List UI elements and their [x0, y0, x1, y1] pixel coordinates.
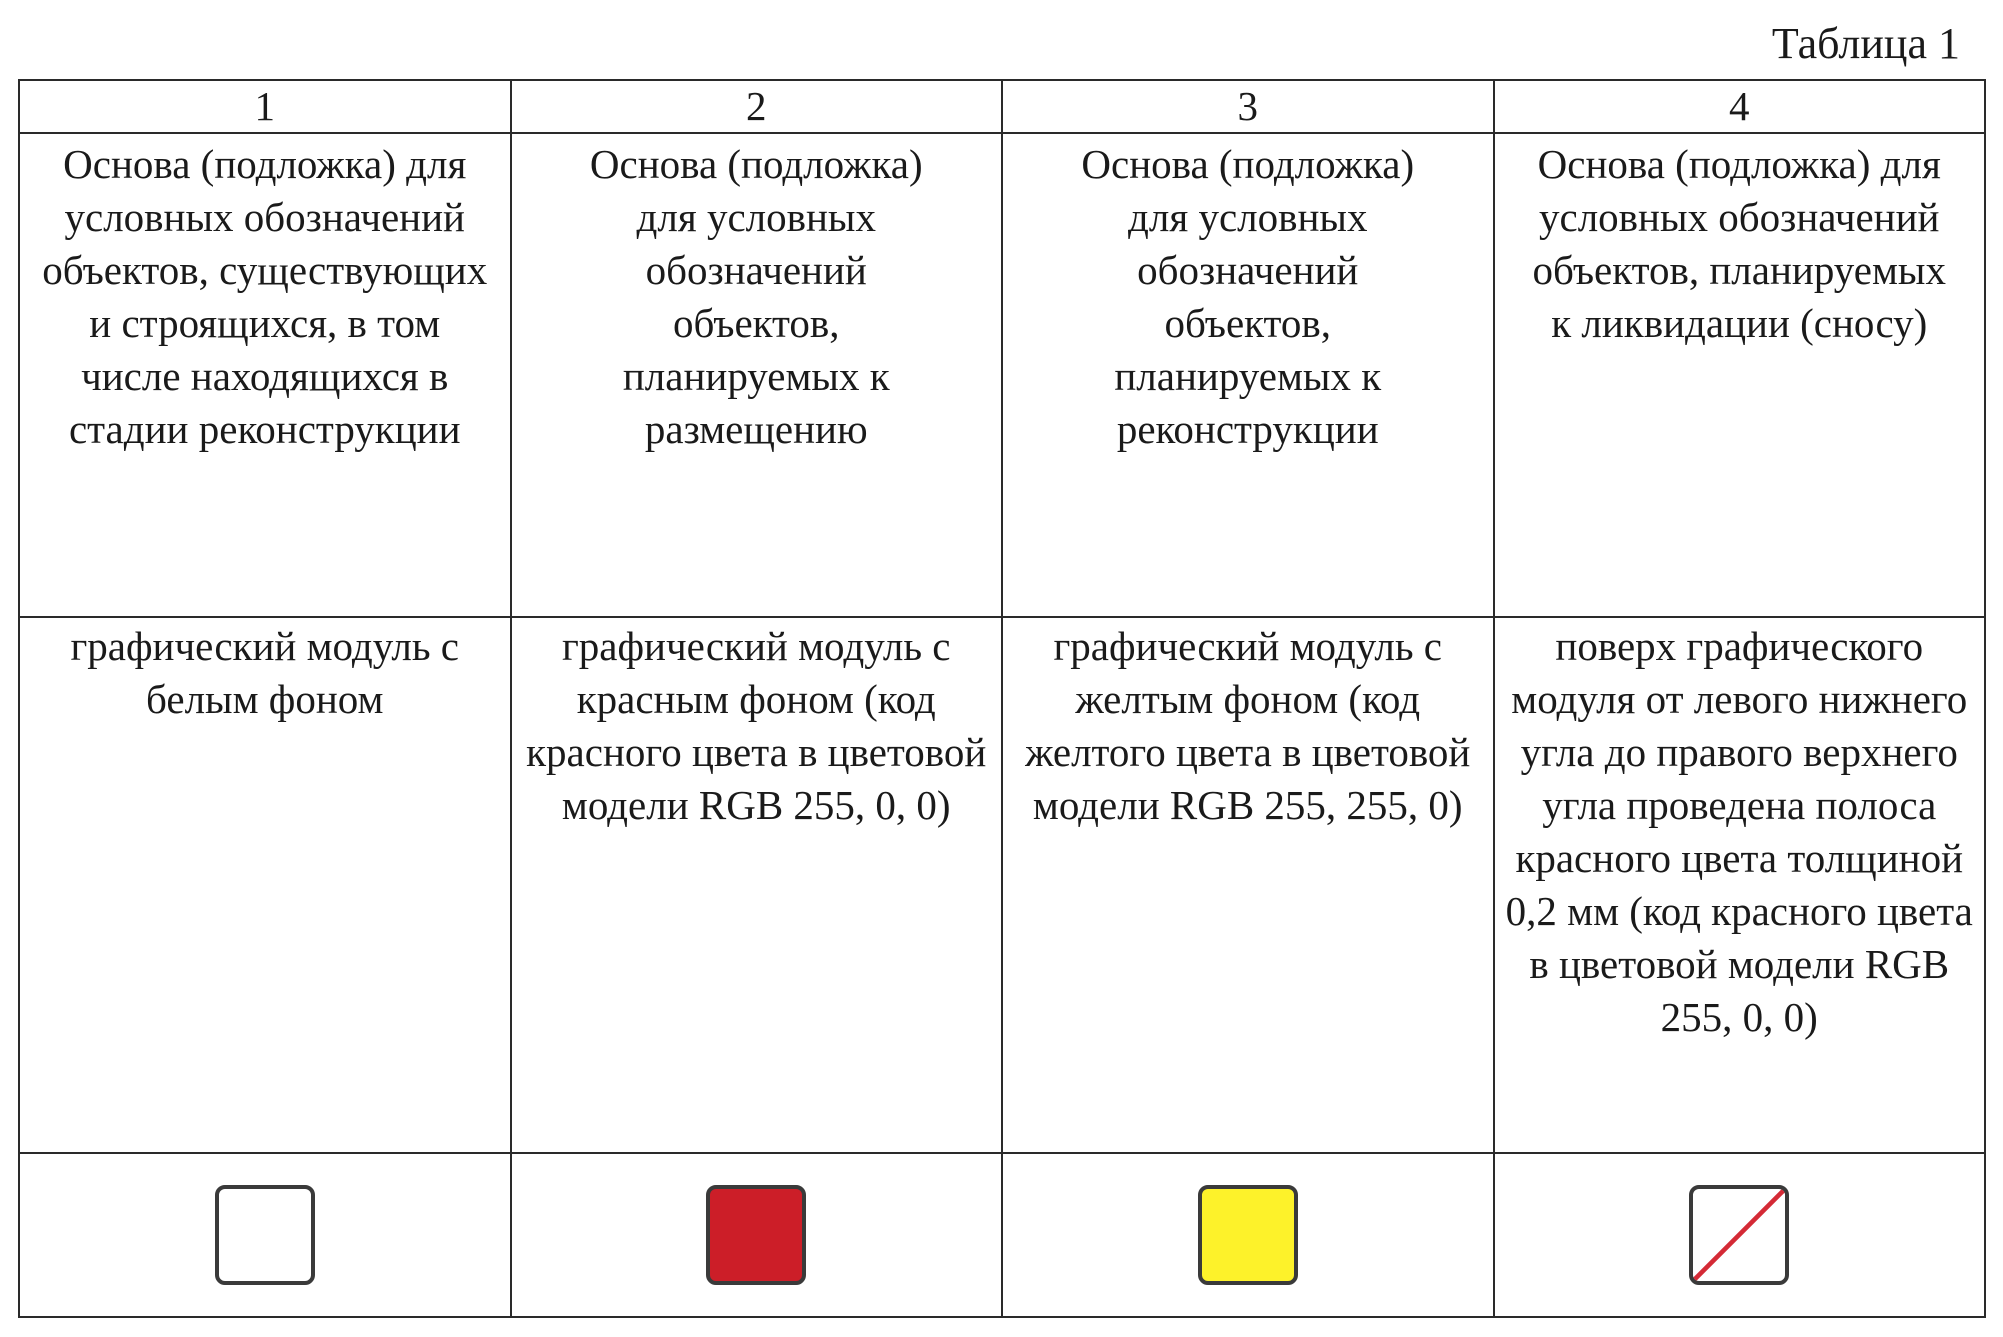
- title-text-3: Основа (подложка) для условных обозначений объектов, планируемых к реконструкции: [1081, 141, 1415, 452]
- red-square-icon: [706, 1185, 806, 1285]
- table-caption: Таблица 1: [1771, 19, 1960, 68]
- legend-table-container: [18, 79, 1986, 1318]
- red-diagonal-stripe-square-icon: [1689, 1185, 1789, 1285]
- description-text-3: графический модуль с желтым фоном (код желтого цвета в цветовой модели RGB 255, 255, 0): [1025, 623, 1471, 828]
- title-cell-1: [19, 133, 511, 617]
- description-text-4: поверх графического модуля от левого нижнего угла до правого верхнего угла проведена полоса красного цвета толщиной 0,2 мм (код красного цвета в цветовой модели RGB 255, 0, 0): [1505, 623, 1973, 1040]
- description-text-2: графический модуль с красным фоном (код красного цвета в цветовой модели RGB 255, 0, 0): [526, 623, 987, 828]
- swatch-cell-3: [1002, 1153, 1494, 1317]
- description-cell-2: [511, 617, 1003, 1153]
- title-cell-4: [1494, 133, 1986, 617]
- yellow-square-icon: [1198, 1185, 1298, 1285]
- title-text-4: Основа (подложка) для условных обозначений объектов, планируемых к ликвидации (сносу): [1532, 141, 1946, 346]
- diagonal-stripe-graphic: [1693, 1189, 1785, 1281]
- title-cell-2: [511, 133, 1003, 617]
- description-cell-1: [19, 617, 511, 1153]
- description-cell-3: [1002, 617, 1494, 1153]
- description-text-1: графический модуль с белым фоном: [70, 623, 460, 722]
- swatch-cell-4: [1494, 1153, 1986, 1317]
- column-number-1: 1: [19, 80, 511, 133]
- description-cell-4: [1494, 617, 1986, 1153]
- description-row: [19, 617, 1985, 1153]
- swatch-row: [19, 1153, 1985, 1317]
- title-text-1: Основа (подложка) для условных обозначений объектов, существующих и строящихся, в том числе находящихся в стадии реконструкции: [42, 141, 488, 452]
- column-number-3: 3: [1002, 80, 1494, 133]
- column-number-2: 2: [511, 80, 1003, 133]
- title-row: [19, 133, 1985, 617]
- column-number-4: 4: [1494, 80, 1986, 133]
- swatch-cell-2: [511, 1153, 1003, 1317]
- diagonal-stripe-line: [1693, 1189, 1785, 1281]
- legend-table: [18, 79, 1986, 1318]
- title-text-2: Основа (подложка) для условных обозначений объектов, планируемых к размещению: [589, 141, 923, 452]
- white-square-icon: [215, 1185, 315, 1285]
- title-cell-3: [1002, 133, 1494, 617]
- swatch-cell-1: [19, 1153, 511, 1317]
- header-row: [19, 80, 1985, 133]
